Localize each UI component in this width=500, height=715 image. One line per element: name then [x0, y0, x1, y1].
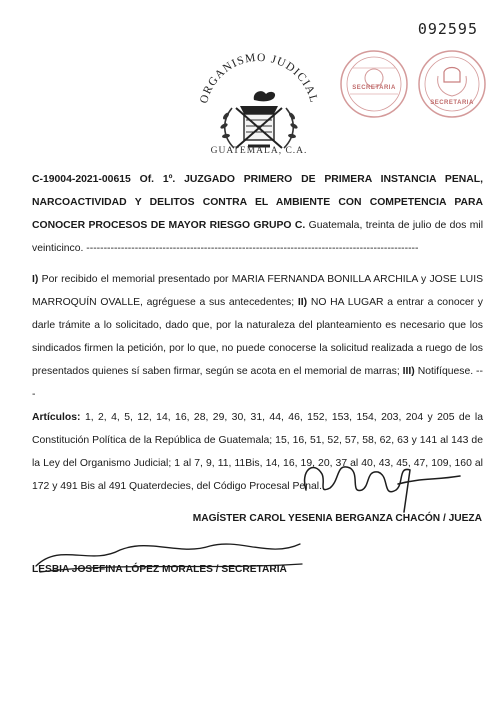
stamp-icon — [416, 48, 488, 120]
clause-label-1: I) — [32, 274, 39, 285]
secretary-stamp-left — [338, 48, 410, 120]
secretary-name: LESBIA JOSEFINA LÓPEZ MORALES / SECRETARIA — [32, 564, 287, 575]
articles-text: 1, 2, 4, 5, 12, 14, 16, 28, 29, 30, 31, 44, 46, 152, 153, 154, 203, 204 y 205 de la Constitución Política de la República de Guatemala; 15, 16, 51, 52, 57, 58, 62, 63 y 141 al 143 de la Ley del Organismo Judicial; 1 al 7, 9, 11, 11Bis, 14, 16, 19, 20, 37 al 40, 43, 45, 47, 109, 160 al 172 y 491 Bis al 491 Quaterdecies, del Código Procesal Penal. — [32, 412, 483, 492]
seal-left-text: SECRETARIA — [352, 85, 396, 91]
clause-label-3: III) — [402, 366, 415, 377]
emblem-place-label: GUATEMALA, C.A. — [210, 146, 308, 156]
case-header: C-19004-2021-00615 Of. 1º. JUZGADO PRIMERO DE PRIMERA INSTANCIA PENAL, NARCOACTIVIDAD Y DELITOS CONTRA EL AMBIENTE CON COMPETENCIA PARA CONOCER PROCESOS DE MAYOR RIESGO GRUPO C. — [32, 174, 483, 231]
clause-text-1: Por recibido el memorial presentado por MARIA FERNANDA BONILLA ARCHILA y JOSE LUIS MARROQUÍN OVALLE, agréguese a sus antecedentes; — [32, 274, 484, 308]
clause-text-2: NO HA LUGAR a entrar a conocer y darle trámite a lo solicitado, dado que, por la naturaleza del planteamiento es necesario que los sindicados firmen la petición, por lo que, no puede conocerse la solicitud realizada a ruego de los presentados quienes sí saben firmar, según se acota en el memorial de marras; — [32, 297, 483, 377]
judge-name: MAGÍSTER CAROL YESENIA BERGANZA CHACÓN / JUEZA — [192, 513, 482, 524]
stamp-icon — [338, 48, 410, 120]
emblem-arc-text: ORGANISMO JUDICIAL — [198, 51, 320, 105]
resolution-paragraph — [32, 268, 483, 406]
clause-label-2: II) — [297, 297, 308, 308]
judge-handwritten-signature — [300, 450, 470, 520]
secretary-stamp-right — [416, 48, 488, 120]
articles-label: Artículos: — [32, 412, 81, 423]
seal-right-text: SECRETARIA — [430, 100, 474, 106]
document-number: 092595 — [417, 20, 478, 38]
clause-text-3: Notifíquese. --- — [32, 366, 483, 400]
date-line: Guatemala, treinta de julio de dos mil veinticinco. ------------------------------------------------------------------------------------------------ — [32, 220, 484, 254]
resolution-body — [32, 168, 483, 498]
